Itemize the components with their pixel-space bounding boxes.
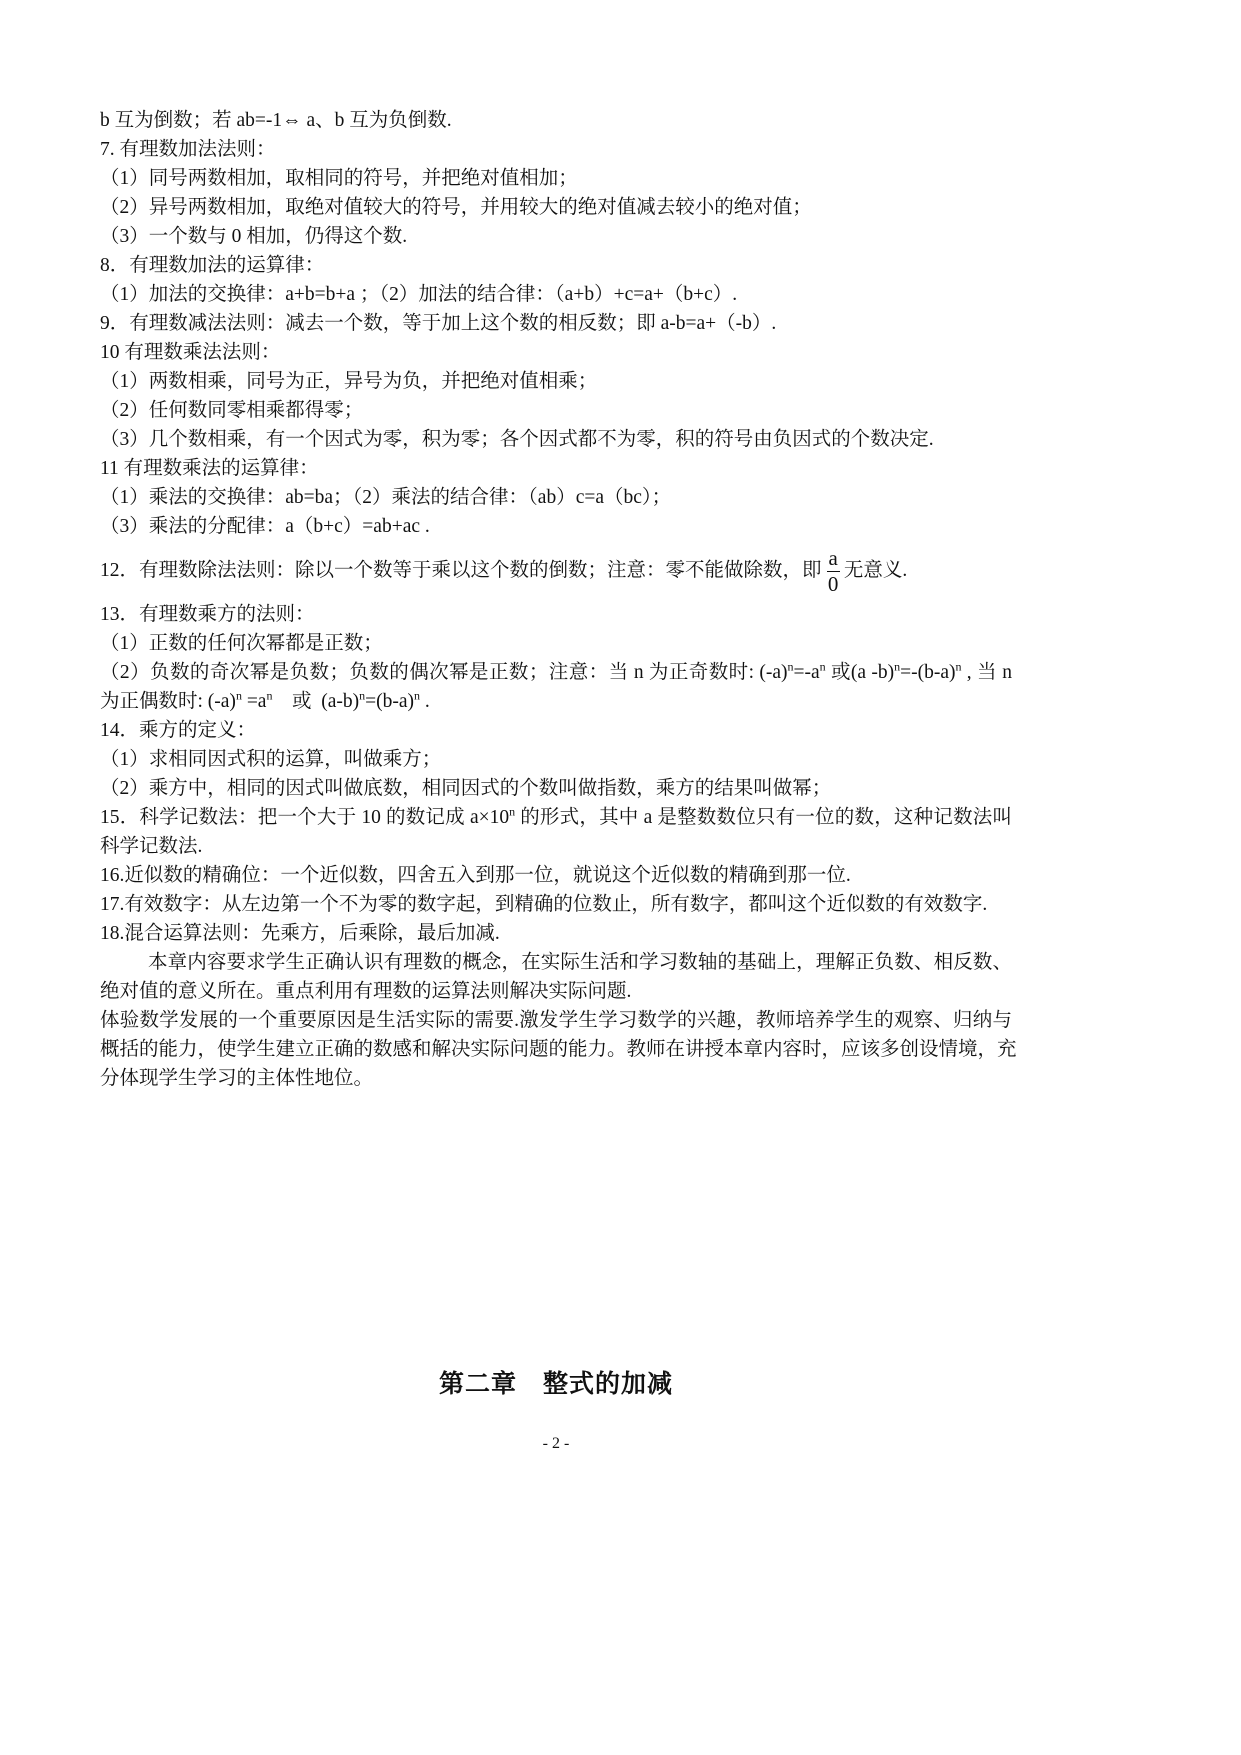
rule-7-item-1: （1）同号两数相加，取相同的符号，并把绝对值相加； — [100, 168, 578, 189]
superscript-n: n — [359, 688, 366, 703]
rule-12-text: 12．有理数除法法则：除以一个数等于乘以这个数的倒数；注意：零不能做除数，即 — [100, 560, 822, 581]
reciprocal-definition-continued: b 互为倒数；若 ab=-1⇔ a、b 互为负倒数. — [100, 110, 452, 131]
rule-14-item-1: （1）求相同因式积的运算，叫做乘方； — [100, 749, 442, 770]
superscript-n: n — [894, 659, 901, 674]
text-segment: 或(a -b) — [825, 662, 895, 683]
rule-7-item-2: （2）异号两数相加，取绝对值较大的符号，并用较大的绝对值减去较小的绝对值； — [100, 197, 812, 218]
summary-paragraph-line-2: 绝对值的意义所在。重点利用有理数的运算法则解决实际问题. — [100, 981, 632, 1002]
superscript-n: n — [787, 659, 794, 674]
summary-paragraph-line-4: 概括的能力，使学生建立正确的数感和解决实际问题的能力。教师在讲授本章内容时，应该多创设情境，充 — [100, 1039, 1017, 1060]
rule-12-division — [100, 541, 1012, 600]
text-segment: 的形式，其中 a 是整数数位只有一位的数，这种记数法叫 — [515, 807, 1013, 828]
superscript-n: n — [266, 688, 273, 703]
superscript-n: n — [955, 659, 962, 674]
superscript-n: n — [509, 804, 516, 819]
rule-11-item-1: （1）乘法的交换律：ab=ba；（2）乘法的结合律：（ab）c=a（bc）； — [100, 487, 672, 508]
text-segment: =-a — [793, 662, 820, 683]
superscript-n: n — [235, 688, 242, 703]
rule-10-item-2: （2）任何数同零相乘都得零； — [100, 400, 364, 421]
rule-13-item-2-continued — [100, 687, 1012, 716]
rule-13-title: 13．有理数乘方的法则： — [100, 604, 315, 625]
text-segment: , 当 n — [961, 662, 1012, 683]
summary-paragraph-line-1: 本章内容要求学生正确认识有理数的概念，在实际生活和学习数轴的基础上，理解正负数、相反数、 — [148, 952, 1012, 973]
page-number: - 2 - — [542, 1435, 570, 1452]
superscript-n: n — [414, 688, 420, 703]
rule-7-item-3: （3）一个数与 0 相加，仍得这个数. — [100, 226, 408, 247]
superscript-n: n — [819, 659, 826, 674]
text-segment: 为正偶数时: (-a) — [100, 691, 236, 712]
rule-10-title: 10 有理数乘法法则： — [100, 342, 281, 363]
text-segment: =a — [241, 691, 267, 712]
chapter-heading: 第二章 整式的加减 — [438, 1371, 673, 1398]
text-segment: =-(b-a) — [900, 662, 956, 683]
fraction-numerator: a — [828, 546, 838, 571]
page-body — [100, 106, 1017, 1093]
rule-8-title: 8．有理数加法的运算律： — [100, 255, 325, 276]
rule-14-item-2: （2）乘方中，相同的因式叫做底数，相同因式的个数叫做指数，乘方的结果叫做幂； — [100, 778, 832, 799]
rule-10-item-1: （1）两数相乘，同号为正，异号为负，并把绝对值相乘； — [100, 371, 598, 392]
rule-11-title: 11 有理数乘法的运算律： — [100, 458, 319, 479]
rule-10-item-3: （3）几个数相乘，有一个因式为零，积为零；各个因式都不为零，积的符号由负因式的个数决定. — [100, 429, 934, 450]
rule-13-item-2 — [100, 658, 1012, 687]
rule-8-laws: （1）加法的交换律：a+b=b+a ；（2）加法的结合律：（a+b）+c=a+（b+c）. — [100, 284, 738, 305]
rule-12-text-end: 无意义. — [843, 560, 908, 581]
text-segment: 15．科学记数法：把一个大于 10 的数记成 a×10 — [100, 807, 510, 828]
fraction-denominator: 0 — [827, 572, 839, 597]
text-segment: =(b-a) — [365, 691, 414, 712]
summary-paragraph-line-3: 体验数学发展的一个重要原因是生活实际的需要.激发学生学习数学的兴趣，教师培养学生的观察、归纳与 — [100, 1010, 1012, 1031]
fraction-a-over-0 — [827, 546, 840, 597]
rule-17-significant-figures: 17.有效数字：从左边第一个不为零的数字起，到精确的位数止，所有数字，都叫这个近似数的有效数字. — [100, 894, 988, 915]
text-segment: . — [420, 691, 430, 712]
rule-14-title: 14．乘方的定义： — [100, 720, 257, 741]
text-segment: （2）负数的奇次幂是负数；负数的偶次幂是正数；注意：当 n 为正奇数时: (-a) — [100, 662, 788, 683]
text-segment: 或 (a-b) — [272, 691, 360, 712]
rule-9-subtraction: 9．有理数减法法则：减去一个数，等于加上这个数的相反数；即 a-b=a+（-b）. — [100, 313, 777, 334]
rule-15-continued: 科学记数法. — [100, 836, 203, 857]
rule-18-mixed-operations: 18.混合运算法则：先乘方，后乘除，最后加减. — [100, 923, 500, 944]
rule-15-scientific-notation — [100, 803, 1012, 832]
rule-7-title: 7. 有理数加法法则： — [100, 139, 276, 160]
rule-11-item-2: （3）乘法的分配律：a（b+c）=ab+ac . — [100, 516, 430, 537]
summary-paragraph-line-5: 分体现学生学习的主体性地位。 — [100, 1068, 374, 1089]
rule-16-approximation: 16.近似数的精确位：一个近似数，四舍五入到那一位，就说这个近似数的精确到那一位. — [100, 865, 851, 886]
rule-13-item-1: （1）正数的任何次幂都是正数； — [100, 633, 383, 654]
